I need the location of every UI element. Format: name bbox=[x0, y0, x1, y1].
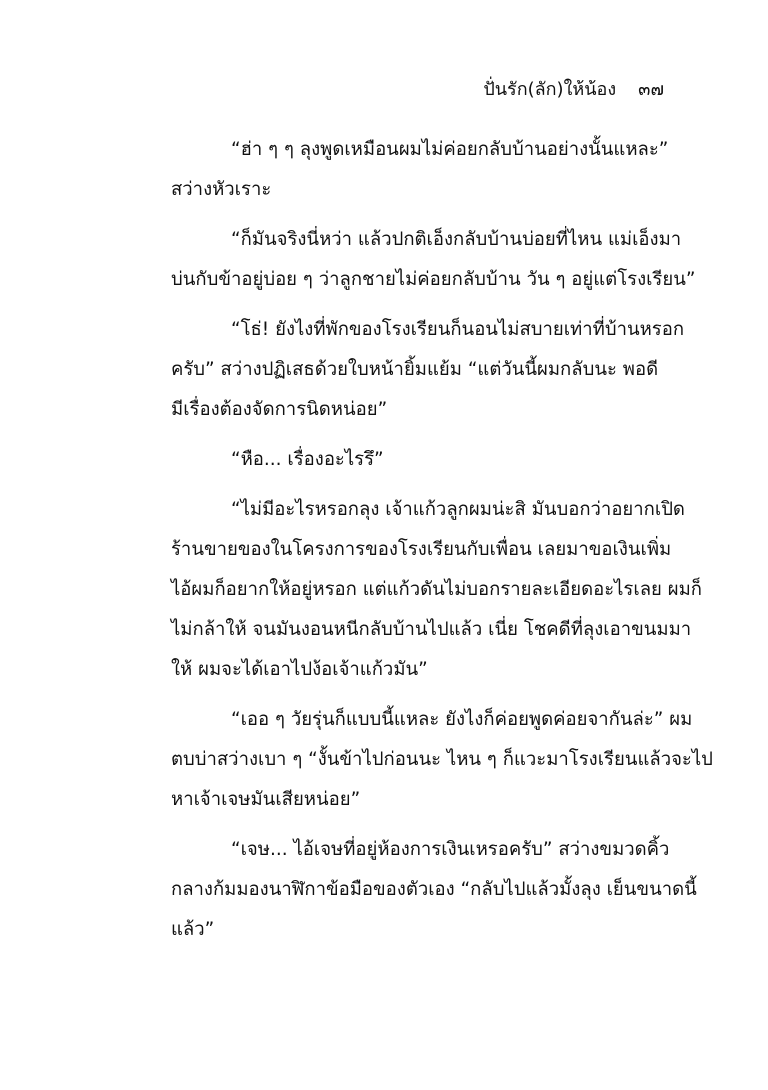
text-line: ครับ” สว่างปฏิเสธด้วยใบหน้ายิ้มแย้ม “แต่วันนี้ผมกลับนะ พอดี bbox=[171, 359, 659, 380]
running-header bbox=[483, 76, 664, 104]
text-line: บ่นกับข้าอยู่บ่อย ๆ ว่าลูกชายไม่ค่อยกลับบ้าน วัน ๆ อยู่แต่โรงเรียน” bbox=[171, 269, 696, 290]
text-line: ร้านขายของในโครงการของโรงเรียนกับเพื่อน เลยมาขอเงินเพิ่ม bbox=[171, 539, 672, 560]
text-line: “หือ... เรื่องอะไรรึ” bbox=[231, 449, 384, 470]
text-line: “ไม่มีอะไรหรอกลุง เจ้าแก้วลูกผมน่ะสิ มันบอกว่าอยากเปิด bbox=[231, 499, 685, 520]
text-line: ไอ้ผมก็อยากให้อยู่หรอก แต่แก้วดันไม่บอกรายละเอียดอะไรเลย ผมก็ bbox=[171, 579, 702, 600]
paragraph-6 bbox=[171, 700, 713, 820]
paragraph-7 bbox=[171, 830, 697, 950]
text-line: “โธ่! ยังไงที่พักของโรงเรียนก็นอนไม่สบายเท่าที่บ้านหรอก bbox=[231, 319, 685, 340]
page-number: ๓๗ bbox=[638, 79, 664, 100]
body-text bbox=[171, 130, 713, 960]
paragraph-5 bbox=[171, 490, 702, 690]
text-line: แล้ว” bbox=[171, 919, 215, 940]
text-line: “เออ ๆ วัยรุ่นก็แบบนี้แหละ ยังไงก็ค่อยพูดค่อยจากันล่ะ” ผม bbox=[231, 709, 693, 730]
text-line: มีเรื่องต้องจัดการนิดหน่อย” bbox=[171, 399, 388, 420]
text-line: ตบบ่าสว่างเบา ๆ “งั้นข้าไปก่อนนะ ไหน ๆ ก็แวะมาโรงเรียนแล้วจะไป bbox=[171, 749, 713, 770]
text-line: “ก็มันจริงนี่หว่า แล้วปกติเอ็งกลับบ้านบ่อยที่ไหน แม่เอ็งมา bbox=[231, 229, 682, 250]
text-line: สว่างหัวเราะ bbox=[171, 179, 272, 200]
text-line: “ฮ่า ๆ ๆ ลุงพูดเหมือนผมไม่ค่อยกลับบ้านอย่างนั้นแหละ” bbox=[231, 139, 669, 160]
text-line: “เจษ... ไอ้เจษที่อยู่ห้องการเงินเหรอครับ” สว่างขมวดคิ้ว bbox=[231, 839, 670, 860]
text-line: ให้ ผมจะได้เอาไปง้อเจ้าแก้วมัน” bbox=[171, 659, 428, 680]
paragraph-3 bbox=[171, 310, 685, 430]
paragraph-1 bbox=[171, 130, 681, 210]
paragraph-2 bbox=[171, 220, 696, 300]
paragraph-4 bbox=[171, 440, 681, 480]
text-line: หาเจ้าเจษมันเสียหน่อย” bbox=[171, 789, 361, 810]
book-title: ปั่นรัก(ลัก)ให้น้อง bbox=[483, 79, 617, 100]
text-line: กลางก้มมองนาฬิกาข้อมือของตัวเอง “กลับไปแล้วมั้งลุง เย็นขนาดนี้ bbox=[171, 879, 697, 900]
text-line: ไม่กล้าให้ จนมันงอนหนีกลับบ้านไปแล้ว เนี่ย โชคดีที่ลุงเอาขนมมา bbox=[171, 619, 692, 640]
